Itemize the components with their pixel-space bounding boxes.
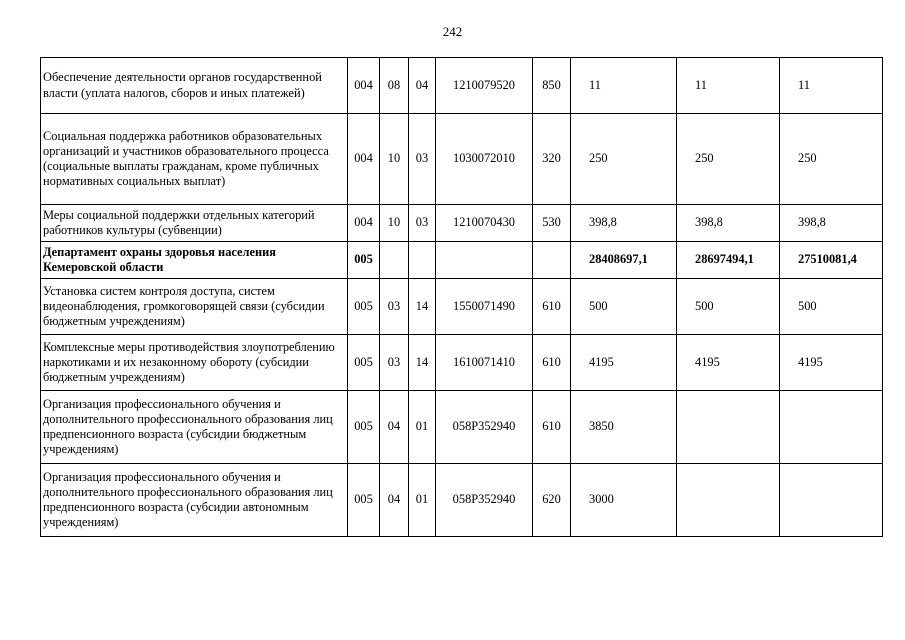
expense-type-cell [533,242,571,279]
expense-type-cell: 610 [533,335,571,391]
expense-type-cell: 530 [533,205,571,242]
table-row [41,279,883,335]
amount-year-1-cell: 4195 [571,335,677,391]
amount-year-2-cell: 500 [677,279,780,335]
amount-year-1-cell: 398,8 [571,205,677,242]
amount-year-3-cell: 11 [780,58,883,114]
table-row [41,58,883,114]
amount-year-2-cell [677,464,780,537]
target-article-cell: 1610071410 [436,335,533,391]
amount-year-1-cell: 3000 [571,464,677,537]
ministry-code-cell: 005 [348,464,380,537]
expense-type-cell: 850 [533,58,571,114]
amount-year-1-cell: 11 [571,58,677,114]
page-number: 242 [442,24,463,39]
row-name-cell: Меры социальной поддержки отдельных категорий работников культуры (субвенции) [41,205,348,242]
subsection-code-cell: 01 [409,391,436,464]
subsection-code-cell: 03 [409,114,436,205]
budget-table [40,57,883,537]
amount-year-2-cell: 28697494,1 [677,242,780,279]
target-article-cell: 1030072010 [436,114,533,205]
section-code-cell: 08 [380,58,409,114]
section-code-cell: 03 [380,279,409,335]
amount-year-2-cell: 4195 [677,335,780,391]
subsection-code-cell: 14 [409,279,436,335]
amount-year-1-cell: 3850 [571,391,677,464]
amount-year-3-cell [780,464,883,537]
subsection-code-cell: 01 [409,464,436,537]
amount-year-3-cell: 398,8 [780,205,883,242]
row-name-cell: Организация профессионального обучения и дополнительного профессионального образования лиц предпенсионного возраста (субсидии автономным учреждениям) [41,464,348,537]
ministry-code-cell: 004 [348,58,380,114]
ministry-code-cell: 005 [348,242,380,279]
row-name-cell: Комплексные меры противодействия злоупотреблению наркотиками и их незаконному обороту (субсидии бюджетным учреждениям) [41,335,348,391]
subsection-code-cell: 14 [409,335,436,391]
amount-year-1-cell: 500 [571,279,677,335]
section-code-cell: 03 [380,335,409,391]
amount-year-3-cell [780,391,883,464]
table-row [41,464,883,537]
subsection-code-cell: 04 [409,58,436,114]
amount-year-3-cell: 250 [780,114,883,205]
amount-year-3-cell: 500 [780,279,883,335]
ministry-code-cell: 005 [348,279,380,335]
section-code-cell: 04 [380,464,409,537]
amount-year-3-cell: 27510081,4 [780,242,883,279]
table-row [41,114,883,205]
row-name-cell: Установка систем контроля доступа, систем видеонаблюдения, громкоговорящей связи (субсидии бюджетным учреждениям) [41,279,348,335]
target-article-cell [436,242,533,279]
target-article-cell: 1550071490 [436,279,533,335]
table-row [41,205,883,242]
ministry-code-cell: 004 [348,114,380,205]
row-name-cell: Организация профессионального обучения и дополнительного профессионального образования лиц предпенсионного возраста (субсидии бюджетным учреждениям) [41,391,348,464]
expense-type-cell: 610 [533,391,571,464]
amount-year-2-cell: 250 [677,114,780,205]
ministry-code-cell: 005 [348,391,380,464]
section-code-cell [380,242,409,279]
amount-year-3-cell: 4195 [780,335,883,391]
table-row [41,391,883,464]
expense-type-cell: 320 [533,114,571,205]
target-article-cell: 1210070430 [436,205,533,242]
amount-year-1-cell: 28408697,1 [571,242,677,279]
amount-year-2-cell: 398,8 [677,205,780,242]
expense-type-cell: 620 [533,464,571,537]
target-article-cell: 1210079520 [436,58,533,114]
row-name-cell: Социальная поддержка работников образовательных организаций и участников образовательного процесса (социальные выплаты гражданам, кроме публичных нормативных социальных выплат) [41,114,348,205]
amount-year-2-cell: 11 [677,58,780,114]
target-article-cell: 058P352940 [436,464,533,537]
target-article-cell: 058P352940 [436,391,533,464]
subsection-code-cell: 03 [409,205,436,242]
table-row [41,335,883,391]
subsection-code-cell [409,242,436,279]
row-name-cell: Обеспечение деятельности органов государственной власти (уплата налогов, сборов и иных платежей) [41,58,348,114]
section-code-cell: 10 [380,205,409,242]
department-row [41,242,883,279]
section-code-cell: 04 [380,391,409,464]
ministry-code-cell: 005 [348,335,380,391]
amount-year-1-cell: 250 [571,114,677,205]
ministry-code-cell: 004 [348,205,380,242]
expense-type-cell: 610 [533,279,571,335]
amount-year-2-cell [677,391,780,464]
department-name-cell: Департамент охраны здоровья населения Кемеровской области [41,242,348,279]
section-code-cell: 10 [380,114,409,205]
